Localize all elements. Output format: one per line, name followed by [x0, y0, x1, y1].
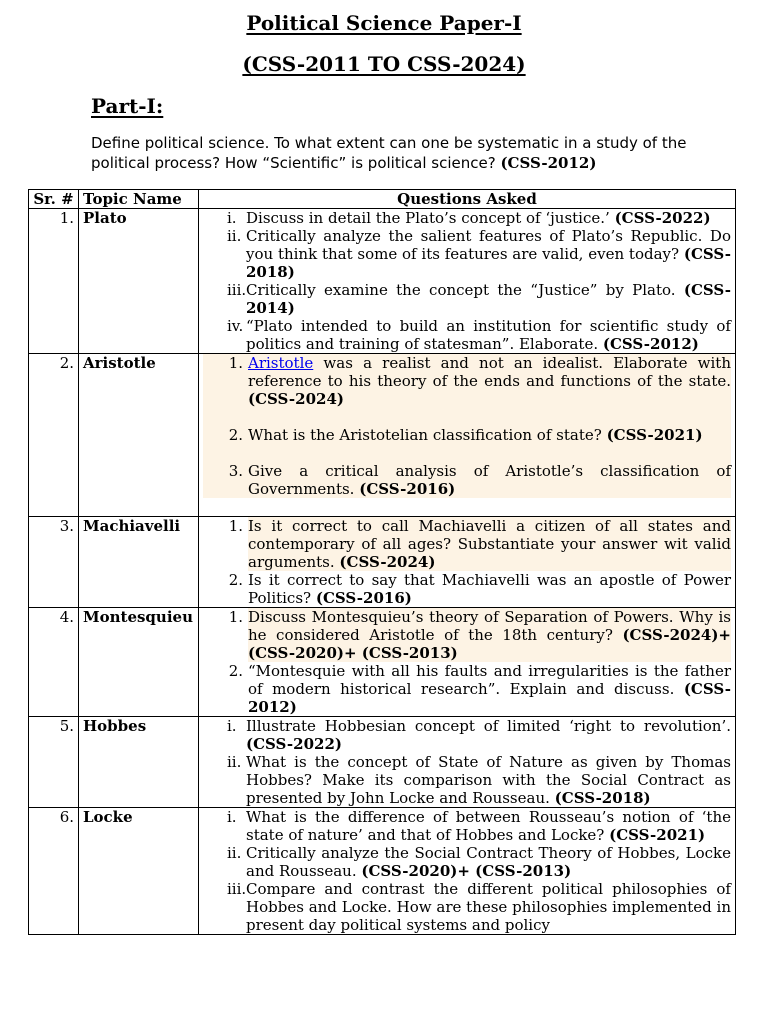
row-questions — [199, 209, 736, 354]
question-marker: 1. — [228, 517, 243, 535]
row-number: 2. — [29, 354, 79, 517]
question-tag: (CSS-2021) — [609, 826, 706, 844]
question-item — [203, 717, 731, 753]
intro-tag: (CSS-2012) — [500, 154, 597, 172]
row-number: 5. — [29, 717, 79, 808]
question-tag: (CSS-2024) — [248, 390, 344, 408]
row-number: 6. — [29, 808, 79, 935]
question-tag: (CSS-2016) — [359, 480, 456, 498]
intro-text: Define political science. To what extent can one be systematic in a study of the political process? How “Scientific” is political science? — [91, 134, 687, 172]
table-row — [29, 808, 736, 935]
question-text: Discuss Montesquieu’s theory of Separation of Powers. Why is he considered Aristotle of the 18th century? — [248, 608, 731, 644]
table-row — [29, 608, 736, 717]
question-text: Is it correct to say that Machiavelli was an apostle of Power Politics? — [248, 571, 731, 607]
question-text: “Montesquie with all his faults and irregularities is the father of modern historical research”. Explain and discuss. — [248, 662, 731, 698]
question-text: What is the concept of State of Nature as given by Thomas Hobbes? Make its comparison with the Social Contract as presented by John Locke and Rousseau. — [246, 753, 731, 807]
question-tag: (CSS-2014) — [246, 281, 731, 317]
question-text: Critically examine the concept the “Justice” by Plato. — [246, 281, 676, 299]
row-topic: Hobbes — [79, 717, 199, 808]
question-text: Critically analyze the salient features of Plato’s Republic. Do you think that some of its features are valid, even today? — [246, 227, 731, 263]
question-item — [203, 354, 731, 408]
row-topic: Locke — [79, 808, 199, 935]
question-item — [203, 517, 731, 571]
question-item — [203, 317, 731, 353]
question-marker: ii. — [227, 753, 242, 771]
question-text: Critically analyze the Social Contract Theory of Hobbes, Locke and Rousseau. — [246, 844, 731, 880]
row-number: 1. — [29, 209, 79, 354]
question-item — [203, 227, 731, 281]
questions-table — [28, 189, 736, 935]
part-heading: Part-I: — [91, 94, 164, 118]
question-tag: (CSS-2020)+ (CSS-2013) — [361, 862, 572, 880]
question-item — [203, 753, 731, 807]
table-header-row — [29, 190, 736, 209]
question-tag: (CSS-2018) — [554, 789, 651, 807]
highlighted-block — [203, 354, 731, 498]
question-marker: iv. — [227, 317, 244, 335]
question-tag: (CSS-2016) — [315, 589, 412, 607]
question-item — [203, 844, 731, 880]
question-tag: (CSS-2024) — [339, 553, 436, 571]
question-tag: (CSS-2012) — [248, 680, 731, 716]
row-number: 4. — [29, 608, 79, 717]
question-text: “Plato intended to build an institution for scientific study of politics and training of statesman”. Elaborate. — [246, 317, 731, 353]
intro-question — [91, 133, 701, 173]
question-marker: ii. — [227, 844, 242, 862]
question-marker: 2. — [228, 571, 243, 589]
question-item — [203, 281, 731, 317]
question-tag: (CSS-2021) — [606, 426, 703, 444]
question-item — [203, 571, 731, 607]
question-item — [203, 426, 731, 444]
row-questions — [199, 717, 736, 808]
question-item — [203, 608, 731, 662]
question-marker: i. — [227, 717, 237, 735]
question-text: Compare and contrast the different political philosophies of Hobbes and Locke. How are these philosophies implemented in present day political systems and policy — [246, 880, 731, 934]
question-marker: 1. — [228, 608, 243, 626]
row-questions — [199, 808, 736, 935]
row-topic: Machiavelli — [79, 517, 199, 608]
question-text: Is it correct to call Machiavelli a citizen of all states and contemporary of all ages? Substantiate your answer wit valid arguments. — [248, 517, 731, 571]
row-number: 3. — [29, 517, 79, 608]
question-marker: iii. — [227, 880, 247, 898]
question-tag: (CSS-2022) — [614, 209, 711, 227]
question-tag: (CSS-2012) — [602, 335, 699, 353]
header-questions: Questions Asked — [199, 190, 736, 209]
row-topic: Aristotle — [79, 354, 199, 517]
row-topic: Plato — [79, 209, 199, 354]
question-text: Give a critical analysis of Aristotle’s classification of Governments. — [248, 462, 731, 498]
question-text: Illustrate Hobbesian concept of limited ‘right to revolution’. — [246, 717, 731, 735]
question-marker: ii. — [227, 227, 242, 245]
question-item — [203, 462, 731, 498]
question-tag: (CSS-2024)+ (CSS-2020)+ (CSS-2013) — [248, 626, 731, 662]
document-title: Political Science Paper-I — [246, 11, 522, 35]
question-text: was a realist and not an idealist. Elaborate with reference to his theory of the ends and functions of the state. — [248, 354, 731, 390]
question-item — [203, 880, 731, 934]
question-item — [203, 808, 731, 844]
table-row — [29, 517, 736, 608]
question-marker: 2. — [228, 426, 243, 444]
row-topic: Montesquieu — [79, 608, 199, 717]
question-text: What is the Aristotelian classification of state? — [248, 426, 602, 444]
document-subtitle: (CSS-2011 TO CSS-2024) — [242, 52, 526, 76]
question-marker: 2. — [228, 662, 243, 680]
table-row — [29, 717, 736, 808]
aristotle-link[interactable]: Aristotle — [248, 354, 314, 372]
question-item — [203, 209, 731, 227]
header-topic: Topic Name — [79, 190, 199, 209]
question-marker: 3. — [228, 462, 243, 480]
question-text: Discuss in detail the Plato’s concept of ‘justice.’ — [246, 209, 610, 227]
row-questions — [199, 517, 736, 608]
question-item — [203, 662, 731, 716]
table-row — [29, 209, 736, 354]
question-marker: i. — [227, 808, 237, 826]
question-marker: 1. — [228, 354, 243, 372]
table-row — [29, 354, 736, 517]
question-marker: iii. — [227, 281, 247, 299]
row-questions — [199, 354, 736, 517]
question-tag: (CSS-2022) — [246, 735, 342, 753]
header-sr: Sr. # — [29, 190, 79, 209]
question-marker: i. — [227, 209, 237, 227]
question-text: What is the difference of between Rousseau’s notion of ‘the state of nature’ and that of Hobbes and Locke? — [246, 808, 731, 844]
question-tag: (CSS-2018) — [246, 245, 731, 281]
row-questions — [199, 608, 736, 717]
